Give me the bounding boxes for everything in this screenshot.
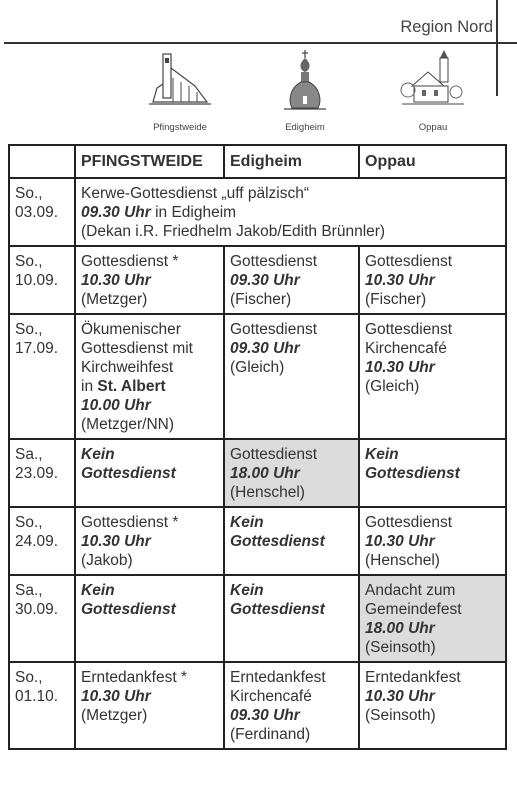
service-title: Erntedankfest: [230, 669, 326, 686]
header-rule: [4, 42, 517, 44]
service-title: Gottesdienst: [365, 321, 453, 338]
oppau-cell: [359, 314, 506, 439]
service-title: Gottesdienst: [365, 514, 453, 531]
table-row: [9, 507, 506, 575]
service-time: 10.30 Uhr: [365, 533, 435, 550]
service-title: Gottesdienst: [230, 253, 318, 270]
date-cell: [9, 178, 75, 246]
weekday: Sa.,: [15, 582, 43, 599]
church-edigheim-icon: [270, 48, 340, 120]
edigheim-cell: [224, 575, 359, 662]
table-row: [9, 662, 506, 749]
service-time: 10.30 Uhr: [365, 688, 435, 705]
service-schedule-table: [8, 144, 507, 750]
no-service: Gottesdienst: [230, 601, 325, 618]
service-pastor: (Metzger): [81, 707, 148, 724]
table-row: [9, 575, 506, 662]
church-label: Edigheim: [285, 122, 325, 133]
service-time: 18.00 Uhr: [365, 620, 435, 637]
service-time: 09.30 Uhr: [230, 272, 300, 289]
service-time: 10.30 Uhr: [81, 272, 151, 289]
oppau-cell: [359, 246, 506, 314]
service-title: Ökumenischer: [81, 321, 181, 338]
church-label: Pfingstweide: [153, 122, 207, 133]
service-title: Gottesdienst: [230, 446, 318, 463]
service-title: Gottesdienst: [365, 253, 453, 270]
service-location: in Edigheim: [150, 204, 237, 221]
oppau-cell: [359, 575, 506, 662]
service-time: 10.30 Uhr: [365, 272, 435, 289]
pfingstweide-cell: [75, 575, 224, 662]
service-pastor: (Henschel): [365, 552, 440, 569]
service-location: St. Albert: [97, 378, 166, 395]
service-title: Gemeindefest: [365, 601, 462, 618]
service-title: Kirchencafé: [230, 688, 312, 705]
service-time: 09.30 Uhr: [81, 204, 151, 221]
date-cell: [9, 575, 75, 662]
weekday: So.,: [15, 321, 43, 338]
no-service: Gottesdienst: [230, 533, 325, 550]
edigheim-cell: [224, 246, 359, 314]
service-time: 18.00 Uhr: [230, 465, 300, 482]
service-pastor: (Metzger): [81, 291, 148, 308]
header-edigheim: Edigheim: [224, 145, 359, 178]
date-cell: [9, 507, 75, 575]
table-header-row: [9, 145, 506, 178]
service-title: Erntedankfest: [365, 669, 461, 686]
no-service: Kein: [230, 582, 264, 599]
no-service: Kein: [230, 514, 264, 531]
service-pastor: (Metzger/NN): [81, 416, 175, 433]
service-title: Gottesdienst mit: [81, 340, 193, 357]
header-pfingstweide: PFINGSTWEIDE: [75, 145, 224, 178]
church-pfingstweide: [135, 48, 225, 140]
edigheim-cell: [224, 314, 359, 439]
service-title: Kerwe-Gottesdienst „uff pälzisch“: [81, 185, 310, 202]
header-date: [9, 145, 75, 178]
edigheim-cell: [224, 439, 359, 507]
weekday: So.,: [15, 669, 43, 686]
no-service: Gottesdienst: [81, 601, 176, 618]
pfingstweide-cell: [75, 507, 224, 575]
service-title: Gottesdienst *: [81, 253, 179, 270]
no-service: Kein: [81, 446, 115, 463]
date: 24.09.: [15, 533, 59, 550]
edigheim-cell: [224, 662, 359, 749]
edigheim-cell: [224, 507, 359, 575]
pfingstweide-cell: [75, 439, 224, 507]
church-edigheim: [260, 48, 350, 140]
service-pastor: (Dekan i.R. Friedhelm Jakob/Edith Brünnler): [81, 223, 386, 240]
service-pastor: (Ferdinand): [230, 726, 311, 743]
service-title: Gottesdienst: [230, 321, 318, 338]
oppau-cell: [359, 507, 506, 575]
church-oppau: [388, 48, 478, 140]
table-row: [9, 314, 506, 439]
weekday: So.,: [15, 514, 43, 531]
service-pastor: (Jakob): [81, 552, 133, 569]
no-service: Gottesdienst: [365, 465, 460, 482]
service-title: Andacht zum: [365, 582, 456, 599]
joint-service-cell: [75, 178, 506, 246]
table-row: [9, 178, 506, 246]
date: 23.09.: [15, 465, 59, 482]
service-time: 10.30 Uhr: [365, 359, 435, 376]
region-title: Region Nord: [400, 18, 493, 36]
service-location-line: [81, 377, 218, 396]
service-pastor: (Seinsoth): [365, 639, 436, 656]
header-oppau: Oppau: [359, 145, 506, 178]
date: 01.10.: [15, 688, 59, 705]
service-pastor: (Seinsoth): [365, 707, 436, 724]
date: 30.09.: [15, 601, 59, 618]
table-row: [9, 246, 506, 314]
no-service: Gottesdienst: [81, 465, 176, 482]
weekday: Sa.,: [15, 446, 43, 463]
pfingstweide-cell: [75, 314, 224, 439]
church-oppau-icon: [398, 48, 468, 120]
date-cell: [9, 246, 75, 314]
service-pastor: (Henschel): [230, 484, 305, 501]
location-prefix: in: [81, 378, 98, 395]
service-time: 09.30 Uhr: [230, 707, 300, 724]
service-pastor: (Gleich): [365, 378, 420, 395]
date-cell: [9, 314, 75, 439]
service-time: 09.30 Uhr: [230, 340, 300, 357]
church-label: Oppau: [418, 122, 448, 133]
no-service: Kein: [81, 582, 115, 599]
weekday: So.,: [15, 185, 43, 202]
header-divider: [496, 0, 498, 96]
service-title: Kirchencafé: [365, 340, 447, 357]
service-pastor: (Gleich): [230, 359, 285, 376]
date-cell: [9, 439, 75, 507]
date: 17.09.: [15, 340, 59, 357]
date-cell: [9, 662, 75, 749]
service-title: Kirchweihfest: [81, 359, 174, 376]
service-time-line: [81, 203, 500, 222]
date: 03.09.: [15, 204, 59, 221]
pfingstweide-cell: [75, 662, 224, 749]
oppau-cell: [359, 662, 506, 749]
service-title: Gottesdienst *: [81, 514, 179, 531]
no-service: Kein: [365, 446, 399, 463]
service-pastor: (Fischer): [365, 291, 427, 308]
church-pfingstweide-icon: [145, 48, 215, 120]
pfingstweide-cell: [75, 246, 224, 314]
service-pastor: (Fischer): [230, 291, 292, 308]
table-row: [9, 439, 506, 507]
service-time: 10.30 Uhr: [81, 688, 151, 705]
weekday: So.,: [15, 253, 43, 270]
service-title: Erntedankfest *: [81, 669, 187, 686]
oppau-cell: [359, 439, 506, 507]
service-time: 10.00 Uhr: [81, 397, 151, 414]
service-time: 10.30 Uhr: [81, 533, 151, 550]
date: 10.09.: [15, 272, 59, 289]
